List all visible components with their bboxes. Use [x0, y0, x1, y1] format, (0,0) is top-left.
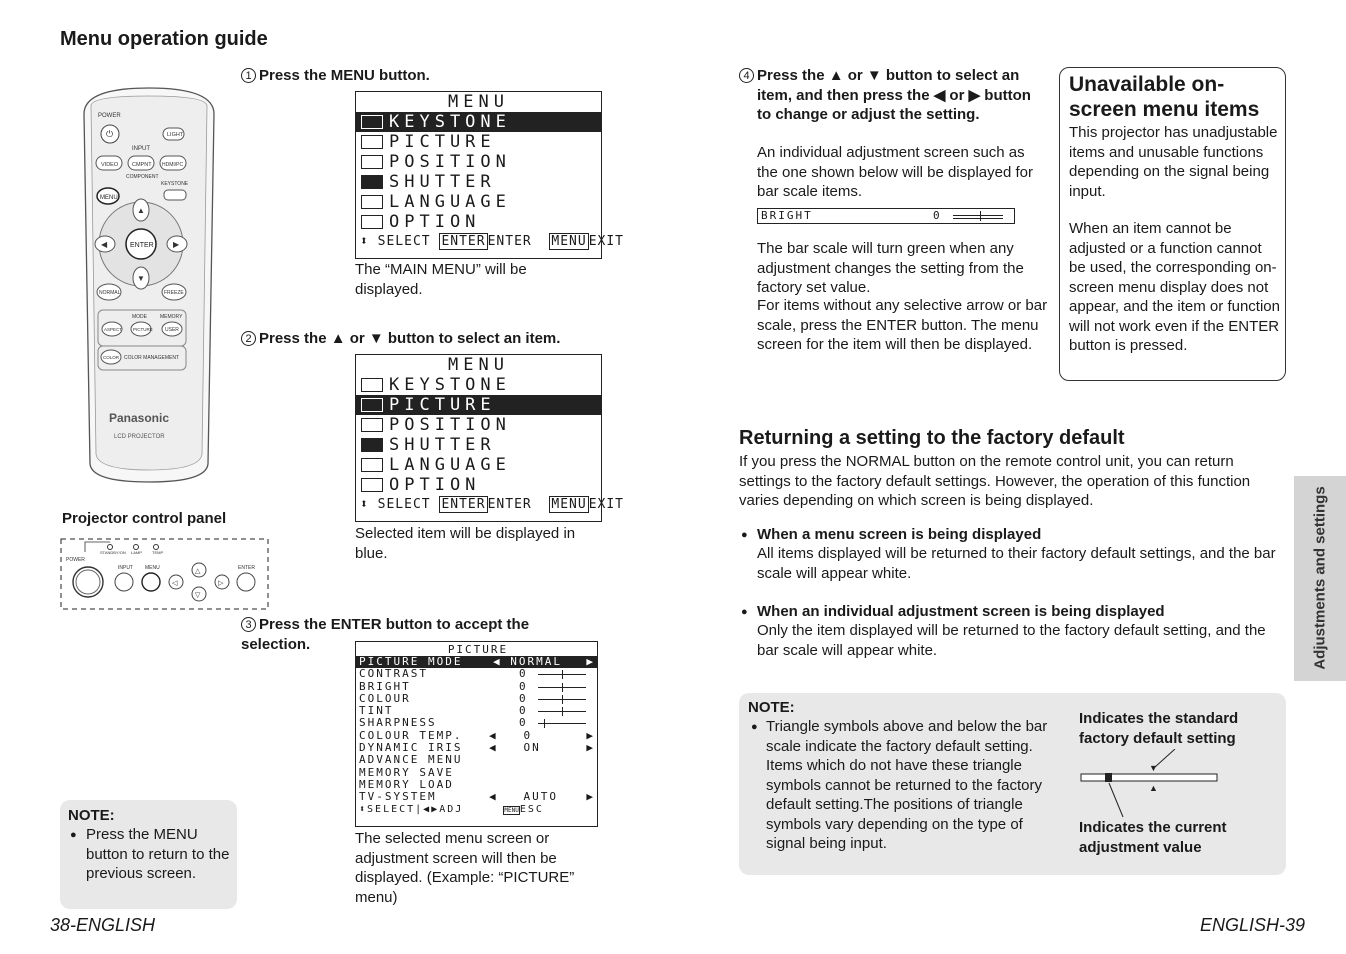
unavailable-text-2: When an item cannot be adjusted or a function cannot be used, the corresponding on-screen menu display does not appear, and the item or function will not work even if the ENTER button is pressed. — [1069, 220, 1280, 354]
page-title: Menu operation guide — [60, 28, 268, 50]
page-number-left: 38-ENGLISH — [50, 915, 156, 935]
bullet-icon: ● — [741, 606, 748, 618]
control-panel-illustration — [60, 538, 270, 610]
picture-menu-row: DYNAMIC IRIS ◀ ON ▶ — [359, 741, 595, 755]
svg-text:ASPECT: ASPECT — [104, 327, 123, 332]
label-current-value: Indicates the current adjustment value — [1079, 819, 1227, 856]
svg-text:LAMP: LAMP — [131, 550, 142, 555]
picture-menu-row: BRIGHT 0 — [356, 681, 597, 693]
bullet-2-text: Only the item displayed will be returned to the factory default setting, and the bar scale will appear white. — [757, 622, 1266, 659]
keystone-icon — [361, 115, 383, 129]
bright-bar-screen: BRIGHT 0 — [757, 208, 1015, 224]
picture-menu-row: MEMORY SAVE — [359, 765, 454, 779]
svg-text:FREEZE: FREEZE — [164, 290, 184, 296]
svg-text:LCD PROJECTOR: LCD PROJECTOR — [114, 434, 165, 440]
osd-item: PICTURE — [356, 132, 601, 152]
note-text: Triangle symbols above and below the bar scale indicate the factory default setting. Items which do not have these triangle symbols cannot be returned to the factory default setting.The positions of triangle symbols vary depending on the type of signal being input. — [766, 718, 1048, 852]
osd-title: MENU — [448, 92, 509, 112]
osd-item: KEYSTONE — [356, 375, 601, 395]
svg-text:VIDEO: VIDEO — [101, 162, 119, 168]
enter-paragraph: For items without any selective arrow or bar scale, press the ENTER button. The menu screen for the item will then be displayed. — [757, 297, 1048, 353]
position-icon — [361, 418, 383, 432]
keystone-icon — [361, 378, 383, 392]
bullet-icon: ● — [70, 829, 77, 841]
factory-default-heading: Returning a setting to the factory default — [739, 427, 1125, 449]
osd-item: SHUTTER — [356, 435, 601, 455]
svg-text:△: △ — [195, 568, 201, 575]
svg-text:LIGHT: LIGHT — [167, 132, 184, 138]
language-icon — [361, 458, 383, 472]
osd-item: KEYSTONE — [356, 112, 601, 132]
bullet-1-title: When a menu screen is being displayed — [757, 526, 1042, 543]
step-1: 1 Press the MENU button. — [241, 66, 430, 86]
svg-text:INPUT: INPUT — [118, 565, 133, 571]
note-title: NOTE: — [68, 807, 115, 824]
svg-text:◁: ◁ — [172, 580, 178, 587]
svg-text:▲: ▲ — [1149, 783, 1158, 793]
bullet-2-title: When an individual adjustment screen is being displayed — [757, 603, 1165, 620]
svg-text:PICTURE: PICTURE — [133, 327, 153, 332]
osd-item: OPTION — [356, 212, 601, 232]
svg-text:CMPNT: CMPNT — [132, 162, 152, 168]
svg-text:▶: ▶ — [173, 240, 180, 249]
osd-item: LANGUAGE — [356, 455, 601, 475]
picture-icon — [361, 398, 383, 412]
svg-text:◀: ◀ — [101, 240, 108, 249]
svg-text:▷: ▷ — [218, 580, 224, 587]
svg-text:MENU: MENU — [100, 195, 118, 201]
svg-text:MEMORY: MEMORY — [160, 314, 183, 320]
picture-menu-footer: ⬍SELECT|◀▶ADJ MENUESC — [359, 803, 544, 815]
picture-menu-row: MEMORY LOAD — [359, 777, 454, 791]
svg-text:▼: ▼ — [1149, 763, 1158, 773]
step-4-text: Press the ▲ or ▼ button to select an item, and then press the ◀ or ▶ button to change or adjust the setting. — [757, 67, 1031, 123]
svg-text:MENU: MENU — [145, 565, 160, 571]
svg-text:USER: USER — [165, 327, 179, 333]
option-icon — [361, 478, 383, 492]
left-note-box — [60, 800, 237, 909]
picture-menu-row: PICTURE MODE ◀ NORMAL ▶ — [356, 656, 597, 668]
svg-text:NORMAL: NORMAL — [99, 290, 121, 296]
picture-menu-row: TINT 0 — [356, 705, 597, 717]
bullet-icon: ● — [751, 721, 758, 733]
shutter-icon — [361, 438, 383, 452]
note-text: Press the MENU button to return to the previous screen. — [86, 826, 230, 882]
osd-item: POSITION — [356, 415, 601, 435]
option-icon — [361, 215, 383, 229]
main-menu-screen — [355, 91, 625, 259]
step-2-text: Press the ▲ or ▼ button to select an item. — [259, 330, 561, 347]
section-side-tab: Adjustments and settings — [1294, 476, 1346, 681]
shutter-icon — [361, 175, 383, 189]
picture-menu-screen — [355, 641, 598, 827]
svg-text:▽: ▽ — [195, 592, 201, 599]
svg-text:TEMP: TEMP — [152, 550, 164, 555]
picture-menu-row: COLOUR 0 — [356, 693, 597, 705]
position-icon — [361, 155, 383, 169]
step-3-caption: The selected menu screen or adjustment screen will then be displayed. (Example: “PICTURE” menu) — [355, 830, 575, 906]
step-3-text: Press the ENTER button to accept the selection. — [241, 616, 530, 653]
svg-text:COLOR MANAGEMENT: COLOR MANAGEMENT — [124, 355, 180, 361]
osd-item: SHUTTER — [356, 172, 601, 192]
note-title: NOTE: — [748, 699, 795, 716]
picture-menu-row: ADVANCE MENU — [359, 753, 463, 767]
unavailable-title: Unavailable on-screen menu items — [1069, 73, 1260, 121]
panel-label: Projector control panel — [62, 510, 227, 527]
svg-text:ENTER: ENTER — [238, 565, 255, 571]
unavailable-box — [1059, 67, 1286, 381]
right-note-box — [739, 693, 1286, 875]
step-3: 3 Press the ENTER button to accept the selection. — [241, 616, 530, 653]
step-2-caption: Selected item will be displayed in blue. — [355, 525, 576, 562]
step-4-body: An individual adjustment screen such as the one shown below will be displayed for bar scale items. — [757, 144, 1033, 200]
osd-footer: ⬍ SELECT ENTER ENTER MENU EXIT — [360, 234, 625, 249]
osd-footer: ⬍ SELECT ENTER ENTER MENU EXIT — [360, 497, 625, 512]
picture-menu-row: COLOUR TEMP. ◀ 0 ▶ — [359, 728, 595, 742]
bar-scale-diagram — [1079, 749, 1219, 821]
remote-control-illustration — [76, 84, 222, 486]
svg-text:COMPONENT: COMPONENT — [126, 174, 159, 180]
picture-menu-row: TV-SYSTEM ◀ AUTO ▶ — [359, 790, 595, 804]
unavailable-text-1: This projector has unadjustable items and unusable functions depending on the signal being input. — [1069, 124, 1278, 200]
svg-text:ENTER: ENTER — [130, 242, 154, 249]
language-icon — [361, 195, 383, 209]
svg-text:⏻: ⏻ — [106, 129, 114, 139]
svg-text:POWER: POWER — [66, 557, 85, 563]
osd-item: OPTION — [356, 475, 601, 495]
svg-text:HDMI/PC: HDMI/PC — [162, 162, 184, 168]
picture-menu-row: CONTRAST 0 — [356, 668, 597, 680]
picture-menu-title: PICTURE — [447, 643, 509, 656]
svg-text:INPUT: INPUT — [132, 146, 150, 152]
svg-text:STANDBY/ON: STANDBY/ON — [100, 550, 126, 555]
bullet-icon: ● — [741, 529, 748, 541]
step-1-caption: The “MAIN MENU” will be displayed. — [355, 261, 527, 298]
picture-menu-row: SHARPNESS 0 — [356, 717, 597, 729]
osd-item: PICTURE — [356, 395, 601, 415]
page-number-right: ENGLISH-39 — [1200, 915, 1306, 935]
svg-text:▲: ▲ — [137, 206, 145, 215]
bullet-1-text: All items displayed will be returned to their factory default settings, and the bar scale will appear white. — [757, 545, 1276, 582]
picture-icon — [361, 135, 383, 149]
factory-default-intro: If you press the NORMAL button on the remote control unit, you can return settings to the factory default settings. However, the operation of this function varies depending on which screen is being displayed. — [739, 453, 1251, 509]
remote-brand-logo: Panasonic — [109, 411, 170, 425]
main-menu-screen-picture-selected: MENU KEYSTONE PICTURE POSITION SHUTTER LANGUAGE OPTION ⬍ SELECT ENTER ENTER MENU EXIT — [355, 354, 602, 522]
bar-scale-paragraph: The bar scale will turn green when any adjustment changes the setting from the factory set value. — [757, 240, 1024, 296]
step-1-text: Press the MENU button. — [259, 67, 430, 84]
osd-item: POSITION — [356, 152, 601, 172]
remote-label: POWER — [98, 113, 121, 119]
osd-item: LANGUAGE — [356, 192, 601, 212]
label-factory-default: Indicates the standard factory default setting — [1079, 710, 1239, 747]
step-2: 2 Press the ▲ or ▼ button to select an item. — [241, 329, 560, 349]
svg-text:▼: ▼ — [137, 274, 145, 283]
svg-text:COLOR: COLOR — [103, 355, 120, 360]
step-4: 4 Press the ▲ or ▼ button to select an item, and then press the ◀ or ▶ button to change or adjust the setting. — [739, 66, 1044, 125]
svg-text:KEYSTONE: KEYSTONE — [161, 181, 189, 187]
svg-text:MODE: MODE — [132, 314, 147, 320]
